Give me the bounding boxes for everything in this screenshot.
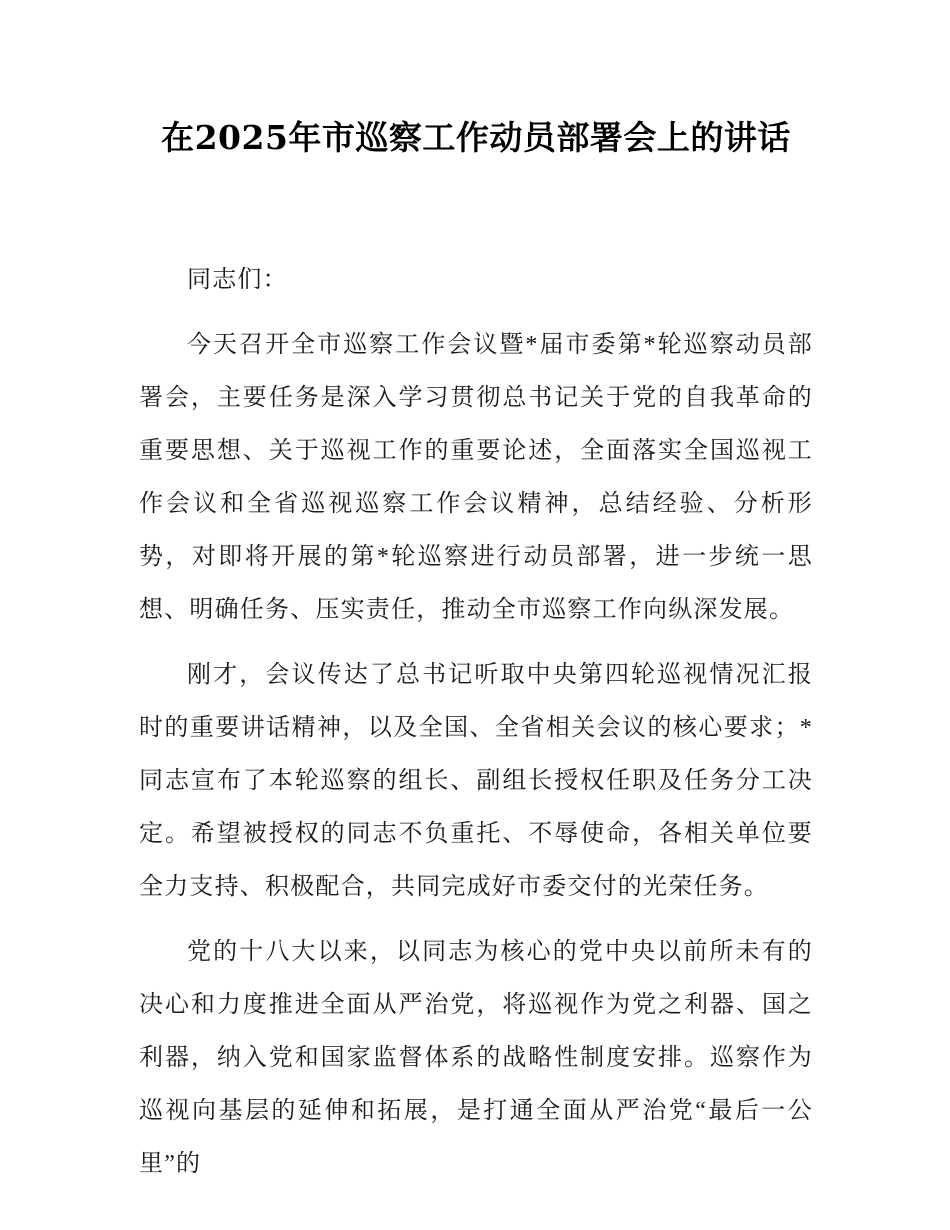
body-paragraph-2: 刚才，会议传达了总书记听取中央第四轮巡视情况汇报时的重要讲话精神，以及全国、全省相关会议的核心要求；*同志宣布了本轮巡察的组长、副组长授权任职及任务分工决定。希望被授权的同志不负重托、不辱使命，各相关单位要全力支持、积极配合，共同完成好市委交付的光荣任务。: [139, 662, 813, 900]
page-title: 在2025年市巡察工作动员部署会上的讲话: [161, 118, 791, 157]
body-paragraph-1: 今天召开全市巡察工作会议暨*届市委第*轮巡察动员部署会，主要任务是深入学习贯彻总书记关于党的自我革命的重要思想、关于巡视工作的重要论述，全面落实全国巡视工作会议和全省巡视巡察工作会议精神，总结经验、分析形势，对即将开展的第*轮巡察进行动员部署，进一步统一思想、明确任务、压实责任，推动全市巡察工作向纵深发展。: [139, 332, 813, 623]
body-paragraph-3: 党的十八大以来，以同志为核心的党中央以前所未有的决心和力度推进全面从严治党，将巡视作为党之利器、国之利器，纳入党和国家监督体系的战略性制度安排。巡察作为巡视向基层的延伸和拓展，是打通全面从严治党“最后一公里”的: [139, 939, 813, 1177]
document-body: [139, 0, 813, 1191]
salutation: 同志们：: [187, 267, 288, 293]
